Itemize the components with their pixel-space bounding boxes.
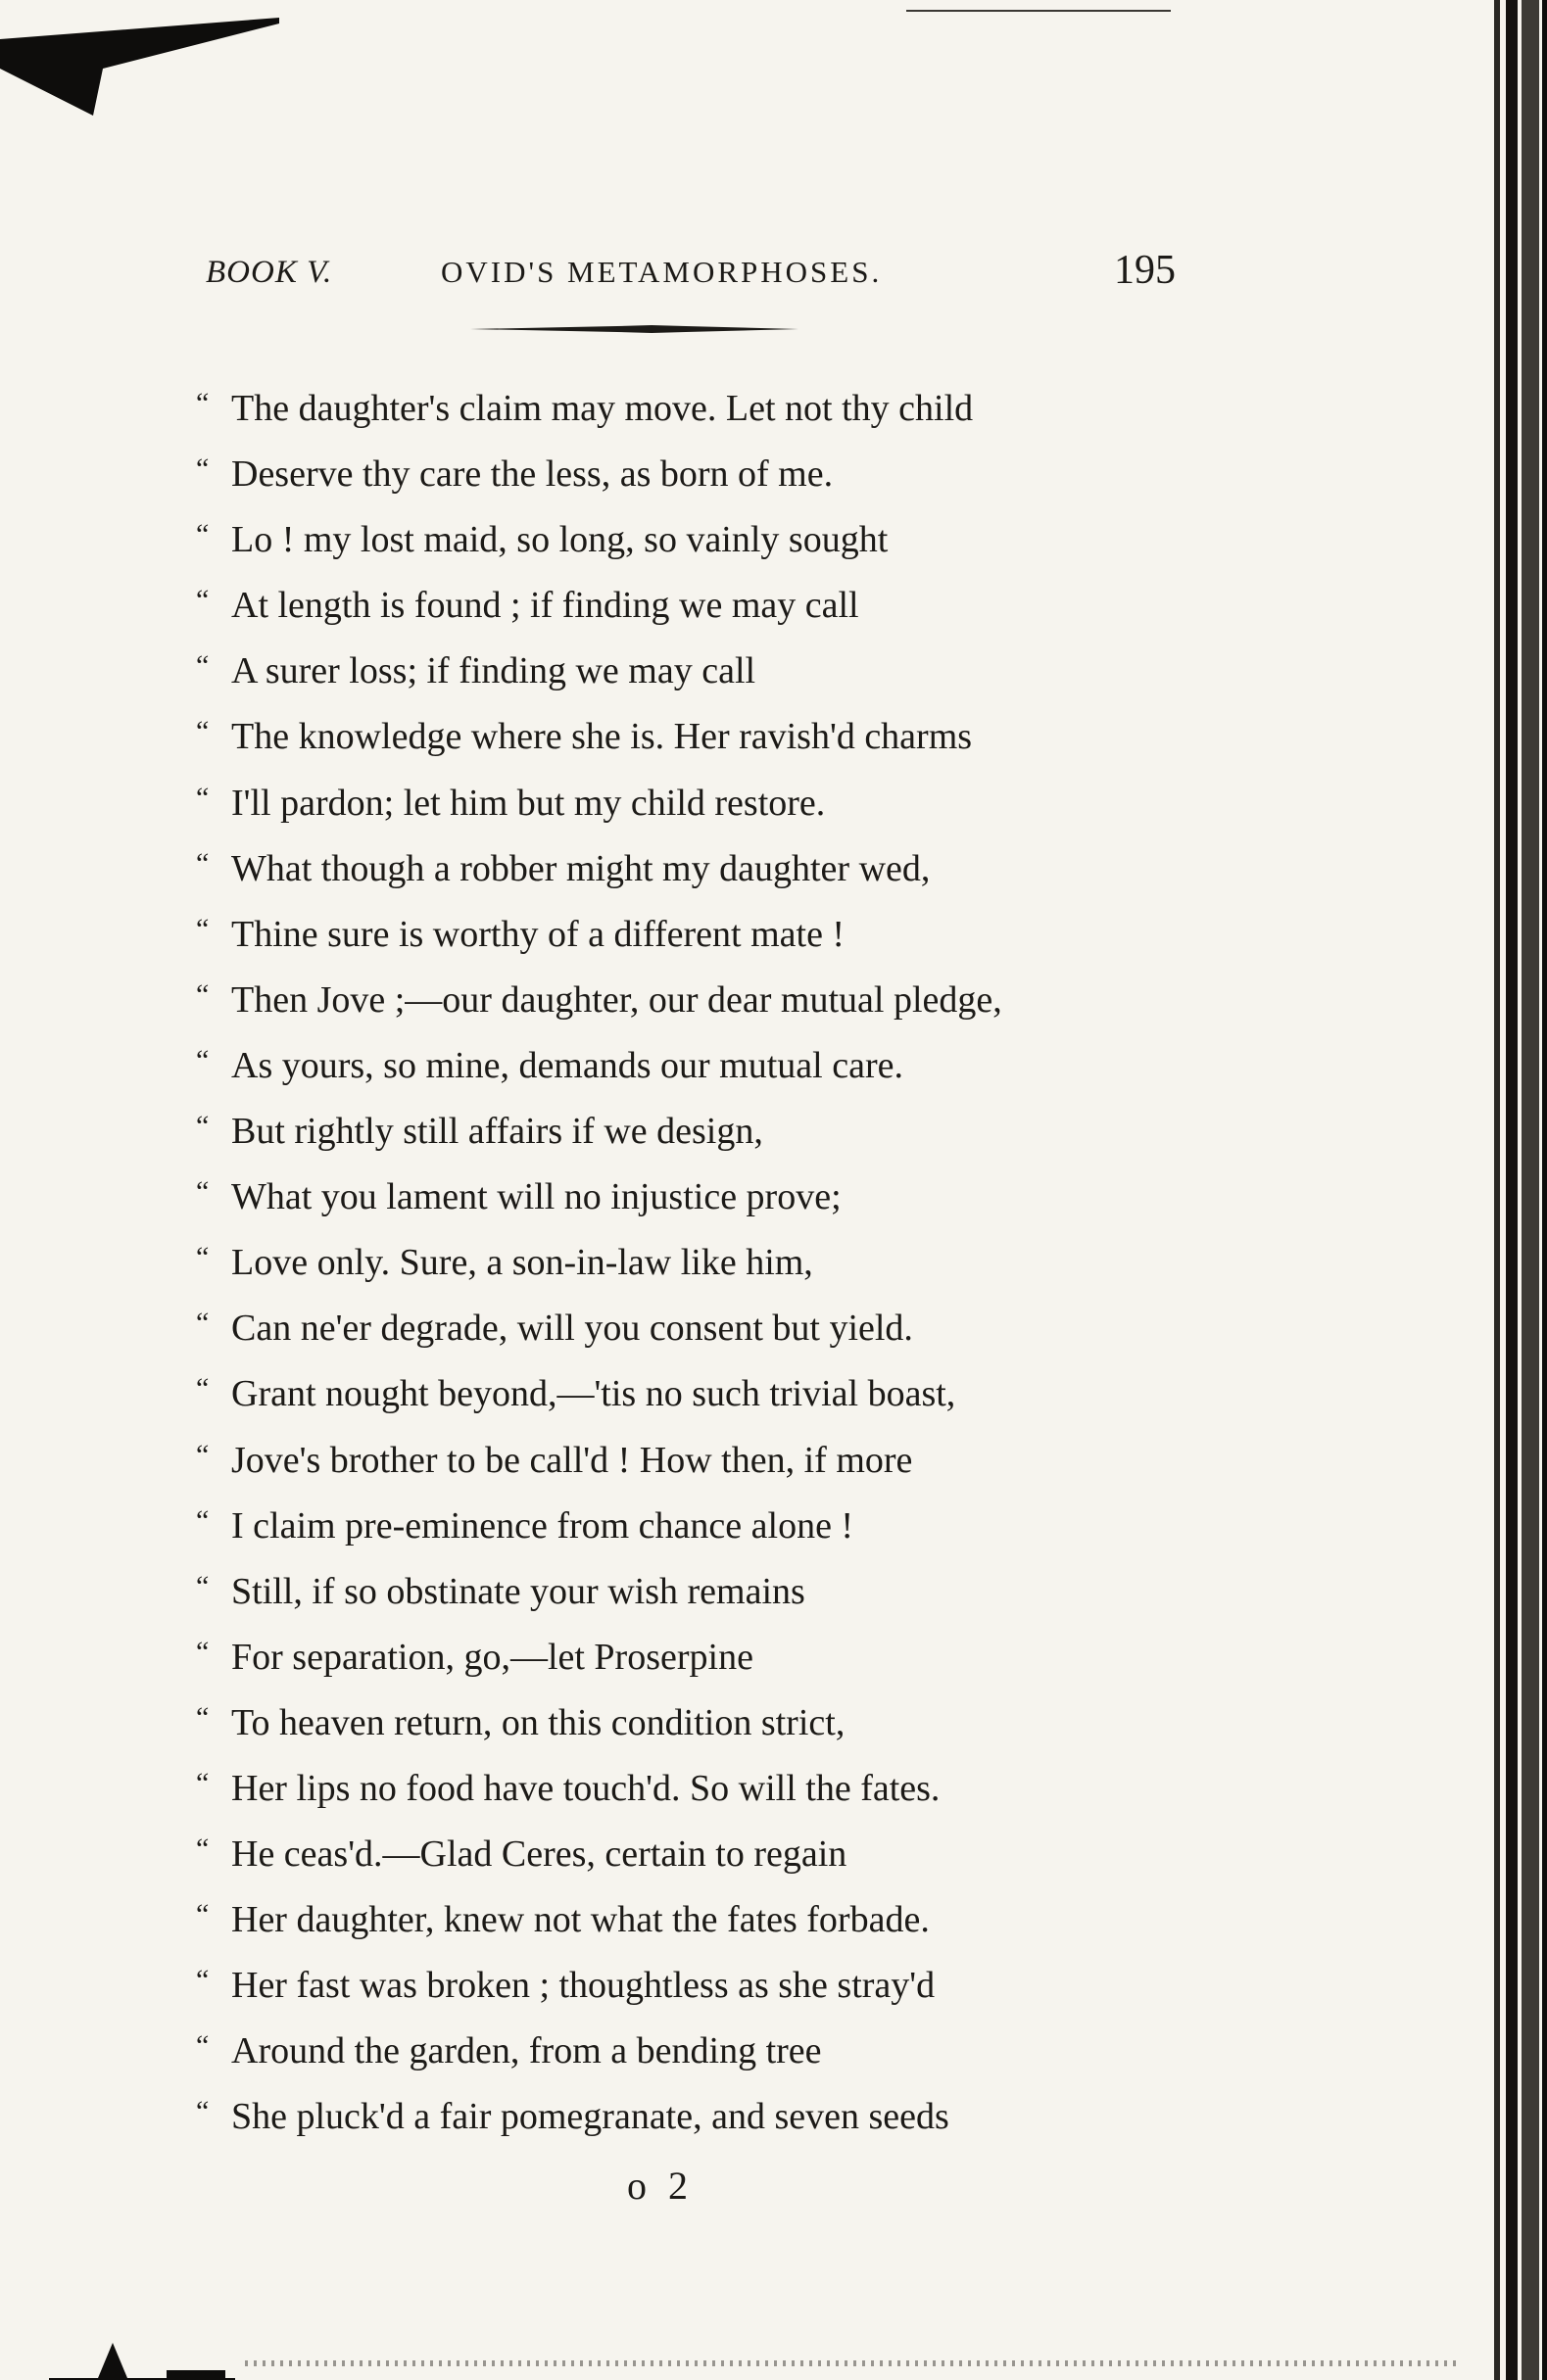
verse-text: Around the garden, from a bending tree: [231, 2030, 822, 2072]
verse-line: [196, 771, 1136, 836]
quote-mark: “: [196, 846, 210, 880]
quote-mark: “: [196, 1110, 210, 1143]
verse-text: Deserve thy care the less, as born of me.: [231, 453, 834, 496]
page-number: 195: [1114, 248, 1176, 293]
verse-text: What you lament will no injustice prove;: [231, 1176, 842, 1218]
verse-text: Thine sure is worthy of a different mate !: [231, 913, 846, 955]
corner-wedge-mark: [0, 0, 284, 118]
verse-text: The knowledge where she is. Her ravish'd charms: [231, 716, 973, 758]
verse-line: [196, 1559, 1136, 1625]
verse-lines: [196, 376, 1136, 2151]
signature-mark: o 2: [627, 2164, 694, 2208]
quote-mark: “: [196, 1833, 210, 1866]
verse-text: What though a robber might my daughter wed,: [231, 847, 931, 889]
quote-mark: “: [196, 715, 210, 748]
verse-text: I claim pre-eminence from chance alone !: [231, 1504, 854, 1547]
verse-text: At length is found ; if finding we may call: [231, 585, 859, 627]
verse-line: [196, 1033, 1136, 1099]
verse-text: The daughter's claim may move. Let not thy child: [231, 388, 974, 429]
verse-text: Her daughter, knew not what the fates forbade.: [231, 1899, 930, 1941]
quote-mark: “: [196, 1241, 210, 1274]
verse-line: [196, 704, 1136, 770]
quote-mark: “: [196, 1766, 210, 1799]
quote-mark: “: [196, 1307, 210, 1340]
bottom-bleed-rule: [245, 2360, 1460, 2366]
quote-mark: “: [196, 1635, 210, 1668]
verse-text: Grant nought beyond,—'tis no such trivial boast,: [231, 1373, 956, 1415]
verse-line: [196, 442, 1136, 507]
verse-text: She pluck'd a fair pomegranate, and seven seeds: [231, 2096, 949, 2138]
verse-text: Can ne'er degrade, will you consent but yield.: [231, 1308, 913, 1350]
quote-mark: “: [196, 912, 210, 945]
quote-mark: “: [196, 1964, 210, 1997]
quote-mark: “: [196, 1043, 210, 1076]
verse-text: Her fast was broken ; thoughtless as she stray'd: [231, 1965, 936, 2007]
verse-line: [196, 1756, 1136, 1822]
verse-line: [196, 2084, 1136, 2150]
verse-line: [196, 1230, 1136, 1296]
verse-line: [196, 1822, 1136, 1887]
quote-mark: “: [196, 1898, 210, 1931]
binding-edge: [1469, 0, 1547, 2380]
quote-mark: “: [196, 781, 210, 814]
quote-mark: “: [196, 584, 210, 617]
verse-text: Then Jove ;—our daughter, our dear mutual pledge,: [231, 978, 1002, 1021]
verse-line: [196, 376, 1136, 442]
verse-line: [196, 639, 1136, 704]
head-rule: [470, 325, 798, 333]
bottom-ornament-mark: [39, 2331, 235, 2380]
verse-line: [196, 1099, 1136, 1165]
verse-text: To heaven return, on this condition strict,: [231, 1701, 846, 1743]
quote-mark: “: [196, 518, 210, 551]
verse-text: For separation, go,—let Proserpine: [231, 1636, 753, 1678]
verse-line: [196, 902, 1136, 968]
quote-mark: “: [196, 452, 210, 486]
quote-mark: “: [196, 1438, 210, 1471]
verse-line: [196, 1625, 1136, 1690]
verse-line: [196, 1428, 1136, 1494]
quote-mark: “: [196, 2095, 210, 2128]
running-head: [206, 247, 1176, 306]
book-label: BOOK V.: [206, 255, 333, 290]
verse-text: As yours, so mine, demands our mutual care.: [231, 1044, 903, 1086]
verse-text: A surer loss; if finding we may call: [231, 650, 756, 692]
verse-text: But rightly still affairs if we design,: [231, 1111, 763, 1153]
verse-line: [196, 1887, 1136, 1953]
verse-text: Her lips no food have touch'd. So will the fates.: [231, 1767, 941, 1809]
verse-line: [196, 2019, 1136, 2084]
verse-line: [196, 1361, 1136, 1427]
verse-text: Still, if so obstinate your wish remains: [231, 1570, 805, 1612]
quote-mark: “: [196, 1700, 210, 1734]
quote-mark: “: [196, 1503, 210, 1537]
verse-text: Love only. Sure, a son-in-law like him,: [231, 1242, 813, 1284]
work-title: OVID'S METAMORPHOSES.: [441, 255, 883, 289]
verse-line: [196, 573, 1136, 639]
quote-mark: “: [196, 977, 210, 1011]
top-rule: [906, 10, 1171, 12]
quote-mark: “: [196, 649, 210, 683]
verse-line: [196, 968, 1136, 1033]
verse-line: [196, 1953, 1136, 2019]
verse-text: He ceas'd.—Glad Ceres, certain to regain: [231, 1833, 847, 1876]
verse-line: [196, 1690, 1136, 1756]
verse-line: [196, 836, 1136, 902]
verse-line: [196, 1165, 1136, 1230]
verse-text: I'll pardon; let him but my child restore.: [231, 782, 826, 824]
verse-line: [196, 507, 1136, 573]
verse-text: Lo ! my lost maid, so long, so vainly sought: [231, 519, 889, 561]
verse-line: [196, 1296, 1136, 1361]
quote-mark: “: [196, 1372, 210, 1405]
verse-line: [196, 1494, 1136, 1559]
quote-mark: “: [196, 2029, 210, 2063]
verse-text: Jove's brother to be call'd ! How then, if more: [231, 1439, 913, 1481]
quote-mark: “: [196, 387, 210, 419]
quote-mark: “: [196, 1569, 210, 1602]
quote-mark: “: [196, 1175, 210, 1209]
